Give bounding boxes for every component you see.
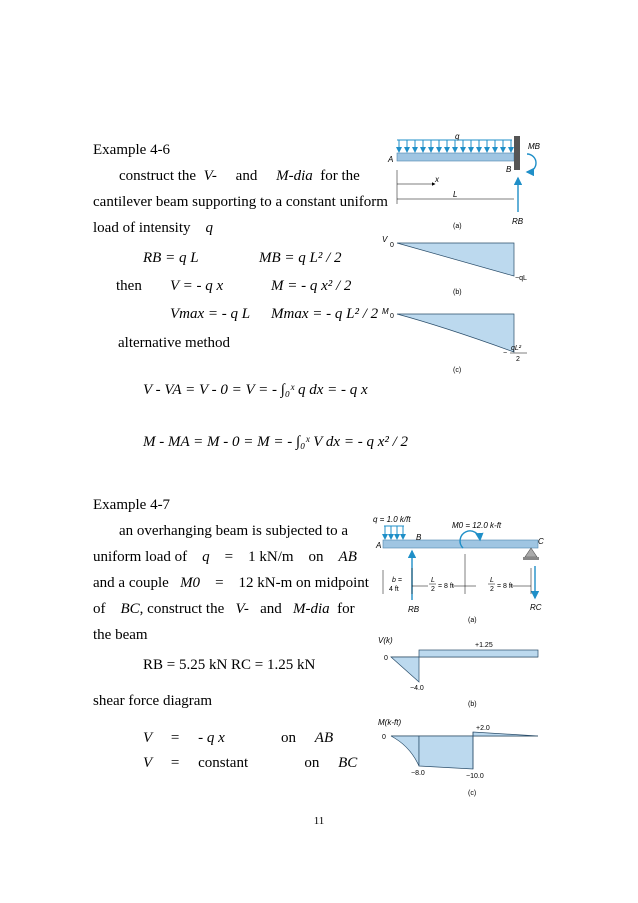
fig2-l-val-2: = 8 ft (497, 583, 513, 590)
roller-support-c (525, 548, 537, 557)
fig1-rb-label: RB (512, 217, 524, 226)
fig1-v-zero: 0 (390, 242, 394, 249)
ex1-text-line2: cantilever beam supporting to a constant uniform (93, 194, 388, 210)
example-4-6-heading: Example 4-6 (93, 142, 171, 158)
text-fragment: , construct the (139, 601, 225, 617)
text-fragment: BC (338, 755, 358, 771)
text-fragment: on (304, 755, 320, 771)
text-fragment: V (143, 730, 153, 746)
text-fragment: on (308, 549, 324, 565)
support-base (523, 557, 539, 560)
moment-diagram-parabola (397, 314, 514, 352)
moment-region-midc (473, 732, 538, 736)
moment-region-ab (391, 736, 419, 766)
text-fragment: AB (338, 549, 357, 565)
text-fragment: and (235, 168, 258, 184)
fig2-l-den-2: 2 (490, 586, 494, 593)
example-4-7-heading: Example 4-7 (93, 497, 171, 513)
text-fragment: q (205, 220, 213, 236)
text-fragment: load of intensity (93, 220, 191, 236)
text-fragment: construct the (119, 168, 197, 184)
then-label: then (116, 278, 142, 294)
distributed-load-arrows (397, 140, 512, 152)
text-fragment: constant (198, 755, 249, 771)
equation-reactions: RB = 5.25 kN RC = 1.25 kN (143, 657, 316, 673)
ex2-text-line5: the beam (93, 627, 148, 643)
equation-rb: RB = q L (143, 250, 199, 266)
fig1-m-min-den: 2 (516, 356, 520, 363)
shear-negative-region (391, 657, 419, 682)
fig1-a-label: A (388, 155, 394, 164)
text-fragment: and (260, 601, 282, 617)
fig1-v-min: −qL (515, 275, 527, 282)
fig2-v-axis-label: V(k) (378, 636, 393, 645)
ex2-text-line4 (93, 600, 355, 618)
shear-positive-region (419, 650, 538, 657)
fig1-l-label: L (453, 190, 458, 199)
fig1-b-label: B (506, 165, 512, 174)
equation-m-integral: M - MA = M - 0 = M = - ∫₀ˣ V dx = - q x² / 2 (143, 434, 409, 450)
fixed-support (514, 136, 520, 170)
equation-m: M = - q x² / 2 (271, 278, 352, 294)
fig2-m-neg2: −10.0 (466, 773, 484, 780)
fig2-l-den-1: 2 (431, 586, 435, 593)
equation-mmax: Mmax = - q L² / 2 (271, 306, 379, 322)
fig1-caption-a: (a) (453, 223, 462, 230)
fig1-x-label: x (435, 175, 439, 184)
fig2-m-neg1: −8.0 (411, 770, 425, 777)
text-fragment: q (202, 549, 210, 565)
fig2-l-num-1: L (431, 577, 435, 584)
fig2-load-arrows (384, 526, 404, 539)
cantilever-figure (375, 132, 550, 377)
moment-reaction-arrow (527, 154, 536, 172)
fig2-rb-label: RB (408, 605, 420, 614)
text-fragment: M0 (180, 575, 201, 591)
fig1-m-zero: 0 (390, 313, 394, 320)
equation-v-bc (143, 754, 357, 772)
fig2-rc-label: RC (530, 603, 542, 612)
fig2-l-num-2: L (490, 577, 494, 584)
text-fragment: and a couple (93, 575, 169, 591)
text-fragment: = (170, 755, 180, 771)
text-fragment: for (337, 601, 355, 617)
fig1-mb-label: MB (528, 142, 540, 151)
fig2-v-pos: +1.25 (475, 642, 493, 649)
ex1-text-line1 (119, 167, 360, 185)
fig1-caption-c: (c) (453, 367, 462, 374)
fig2-l-val-1: = 8 ft (438, 583, 454, 590)
fig2-m-zero: 0 (382, 734, 386, 741)
fig2-b-label: B (416, 533, 422, 542)
ex2-text-line1: an overhanging beam is subjected to a (119, 523, 349, 539)
fig1-m-min-sign: − (503, 350, 508, 357)
text-fragment: = (215, 575, 224, 591)
fig2-caption-a: (a) (468, 617, 477, 624)
text-fragment: of (93, 601, 106, 617)
text-fragment: M-dia (276, 168, 313, 184)
fig2-v-zero: 0 (384, 655, 388, 662)
fig2-a-label: A (376, 541, 382, 550)
alternative-method-label: alternative method (118, 335, 231, 351)
equation-mb: MB = q L² / 2 (259, 250, 342, 266)
equation-vmax: Vmax = - q L (170, 306, 251, 322)
fig2-caption-b: (b) (468, 701, 477, 708)
text-fragment: = (170, 730, 180, 746)
text-fragment: uniform load of (93, 549, 188, 565)
fig2-m-pos: +2.0 (476, 725, 490, 732)
text-fragment: = (224, 549, 234, 565)
fig2-b-dim-val: 4 ft (389, 586, 399, 593)
fig2-q-label: q = 1.0 k/ft (373, 515, 411, 524)
fig2-b-dim: b = (392, 577, 402, 584)
equation-v-integral: V - VA = V - 0 = V = - ∫₀ˣ q dx = - q x (143, 382, 368, 398)
ex1-text-line3 (93, 219, 213, 237)
fig2-m0-label: M0 = 12.0 k-ft (452, 521, 502, 530)
text-fragment: V- (203, 168, 217, 184)
text-fragment: V- (235, 601, 249, 617)
fig1-m-min-num: qL² (511, 345, 522, 352)
text-fragment: BC (120, 601, 140, 617)
text-fragment: for the (320, 168, 360, 184)
overhanging-beam-figure (370, 510, 550, 802)
fig2-caption-c: (c) (468, 790, 477, 797)
fig1-v-axis-label: V (382, 235, 388, 244)
page-number: 11 (313, 815, 325, 827)
equation-v: V = - q x (170, 278, 224, 294)
text-fragment: - q x (198, 730, 225, 746)
cantilever-beam (397, 153, 514, 161)
text-fragment: 1 kN/m (248, 549, 294, 565)
text-fragment: on (281, 730, 297, 746)
text-fragment: M-dia (293, 601, 330, 617)
fig2-v-neg: −4.0 (410, 685, 424, 692)
fig2-m-axis-label: M(k-ft) (378, 718, 402, 727)
equation-v-ab (143, 729, 333, 747)
fig1-caption-b: (b) (453, 289, 462, 296)
fig1-q-label: q (455, 132, 460, 141)
moment-region-bmid (419, 736, 473, 769)
fig2-c-label: C (538, 537, 544, 546)
shear-diagram-triangle (397, 243, 514, 276)
text-fragment: V (143, 755, 153, 771)
text-fragment: AB (314, 730, 334, 746)
fig1-m-axis-label: M (382, 307, 389, 316)
shear-force-diagram-label: shear force diagram (93, 693, 213, 709)
ex2-text-line2 (93, 548, 357, 566)
text-fragment: 12 kN-m on midpoint (238, 575, 369, 591)
ex2-text-line3 (93, 574, 369, 592)
